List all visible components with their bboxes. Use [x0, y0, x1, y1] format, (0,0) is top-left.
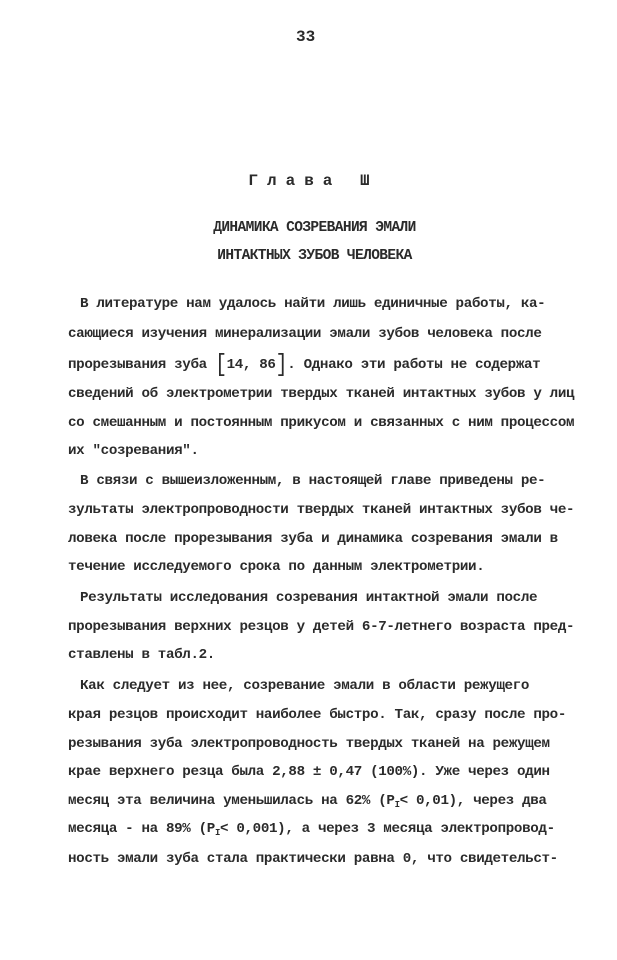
chapter-title-line-2: ИНТАКТНЫХ ЗУБОВ ЧЕЛОВЕКА — [217, 248, 412, 264]
citation-reference: 14, 86 — [226, 357, 276, 373]
paragraph-2-line-2: зультаты электропроводности твердых тканей интактных зубов че- — [68, 502, 575, 518]
subscript: I — [214, 828, 221, 838]
paragraph-4-line-5 — [68, 793, 547, 810]
reference-bracket-open: [ — [214, 351, 227, 380]
paragraph-1-line-1: В литературе нам удалось найти лишь единичные работы, ка- — [80, 296, 546, 312]
paragraph-3-line-1: Результаты исследования созревания интактной эмали после — [80, 590, 538, 606]
paragraph-4-line-3: резывания зуба электропроводность твердых тканей на режущем — [68, 736, 550, 752]
text-fragment: месяца - на 89% (P — [68, 821, 215, 837]
text-fragment: < 0,001), а через 3 месяца электропровод- — [220, 821, 555, 837]
paragraph-4-line-4: крае верхнего резца была 2,88 ± 0,47 (100%). Уже через один — [68, 764, 550, 780]
reference-bracket-close: ] — [275, 351, 288, 380]
chapter-title-line-1: ДИНАМИКА СОЗРЕВАНИЯ ЭМАЛИ — [213, 220, 416, 236]
text-fragment: месяц эта величина уменьшилась на 62% (P — [68, 793, 395, 809]
paragraph-1-line-3 — [68, 351, 541, 380]
paragraph-1-line-6: их "созревания". — [68, 443, 199, 459]
paragraph-2-line-3: ловека после прорезывания зуба и динамика созревания эмали в — [68, 531, 558, 547]
subscript: I — [394, 800, 400, 810]
paragraph-1-line-4: сведений об электрометрии твердых тканей интактных зубов у лиц — [68, 386, 575, 402]
page-number: 33 — [296, 28, 316, 46]
paragraph-4-line-6 — [68, 821, 555, 838]
paragraph-2-line-4: течение исследуемого срока по данным электрометрии. — [68, 559, 485, 575]
paragraph-3-line-2: прорезывания верхних резцов у детей 6-7-летнего возраста пред- — [68, 619, 575, 635]
paragraph-2-line-1: В связи с вышеизложенным, в настоящей главе приведены ре- — [80, 473, 546, 489]
paragraph-4-line-7: ность эмали зуба стала практически равна 0, что свидетельст- — [68, 851, 558, 867]
paragraph-4-line-2: края резцов происходит наиболее быстро. Так, сразу после про- — [68, 707, 566, 723]
chapter-heading: Глава Ш — [248, 172, 379, 190]
text-fragment: < 0,01), через два — [399, 793, 547, 809]
paragraph-3-line-3: ставлены в табл.2. — [68, 647, 215, 663]
text-fragment: . Однако эти работы не содержат — [287, 357, 541, 373]
paragraph-1-line-2: сающиеся изучения минерализации эмали зубов человека после — [68, 326, 542, 342]
text-fragment: прорезывания зуба — [68, 357, 215, 373]
paragraph-4-line-1: Как следует из нее, созревание эмали в области режущего — [80, 678, 530, 694]
paragraph-1-line-5: со смешанным и постоянным прикусом и связанных с ним процессом — [68, 415, 575, 431]
